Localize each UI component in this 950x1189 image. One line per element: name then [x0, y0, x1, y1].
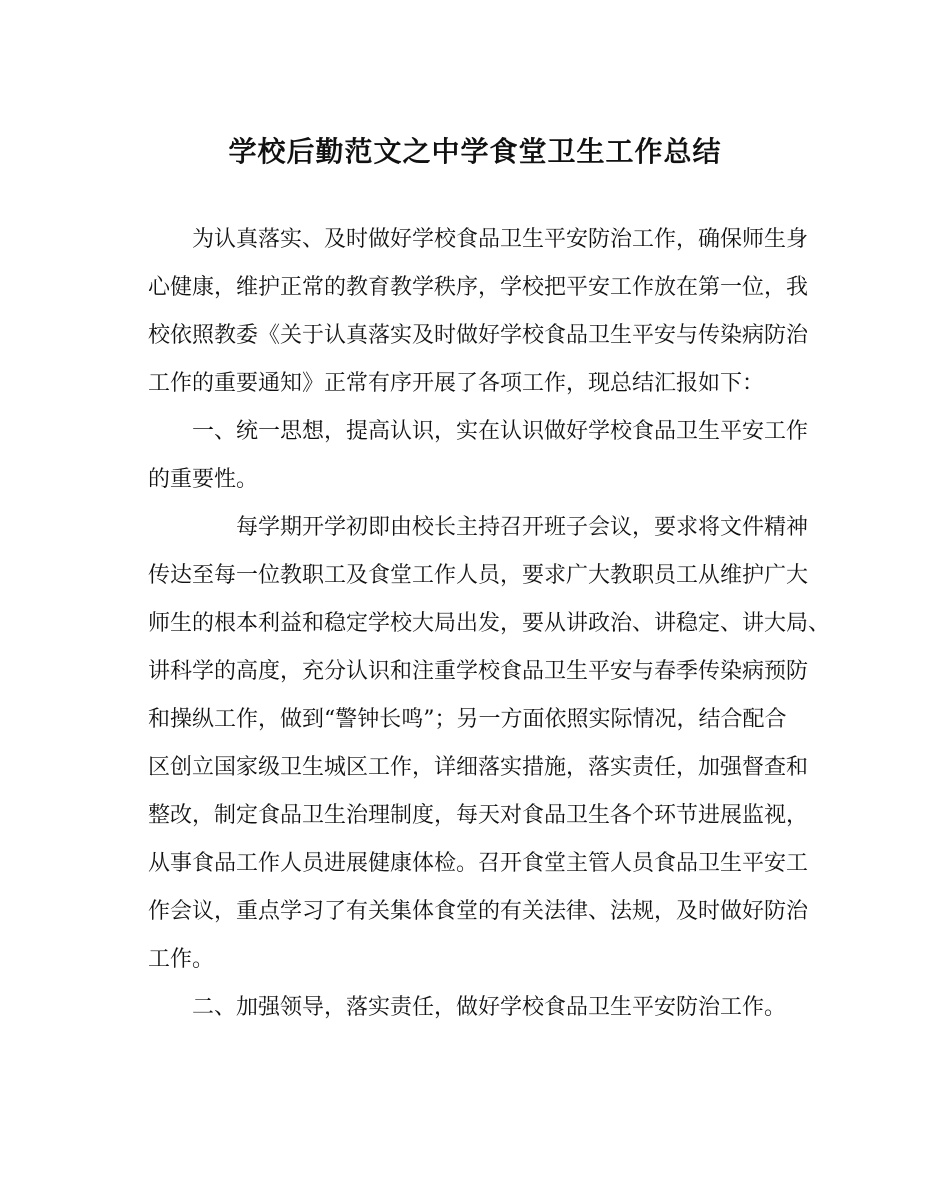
paragraph-line: 师生的根本利益和稳定学校大局出发，要从讲政治、讲稳定、讲大局、	[148, 611, 831, 636]
paragraph-line: 传达至每一位教职工及食堂工作人员，要求广大教职员工从维护广大	[148, 563, 809, 588]
paragraph-line: 工作。	[148, 947, 215, 972]
section-heading-line: 的重要性。	[148, 467, 259, 492]
paragraph-line: 心健康，维护正常的教育教学秩序，学校把平安工作放在第一位，我	[148, 275, 809, 300]
paragraph-line: 整改，制定食品卫生治理制度，每天对食品卫生各个环节进展监视，	[148, 803, 809, 828]
document-title: 学校后勤范文之中学食堂卫生工作总结	[228, 135, 722, 168]
section-heading-line: 二、加强领导，落实责任，做好学校食品卫生平安防治工作。	[192, 995, 787, 1020]
paragraph-line: 每学期开学初即由校长主持召开班子会议，要求将文件精神	[236, 515, 809, 540]
paragraph-line: 从事食品工作人员进展健康体检。召开食堂主管人员食品卫生平安工	[148, 851, 809, 876]
paragraph-line: 工作的重要通知》正常有序开展了各项工作，现总结汇报如下：	[148, 371, 765, 396]
paragraph-line: 和操纵工作，做到“警钟长鸣”；另一方面依照实际情况，结合配合	[148, 707, 787, 732]
paragraph-line: 区创立国家级卫生城区工作，详细落实措施，落实责任，加强督查和	[148, 755, 809, 780]
paragraph-line: 为认真落实、及时做好学校食品卫生平安防治工作，确保师生身	[192, 227, 809, 252]
section-heading-line: 一、统一思想，提高认识，实在认识做好学校食品卫生平安工作	[192, 419, 809, 444]
paragraph-line: 讲科学的高度，充分认识和注重学校食品卫生平安与春季传染病预防	[148, 659, 809, 684]
paragraph-line: 校依照教委《关于认真落实及时做好学校食品卫生平安与传染病防治	[148, 323, 809, 348]
paragraph-line: 作会议，重点学习了有关集体食堂的有关法律、法规，及时做好防治	[148, 899, 809, 924]
